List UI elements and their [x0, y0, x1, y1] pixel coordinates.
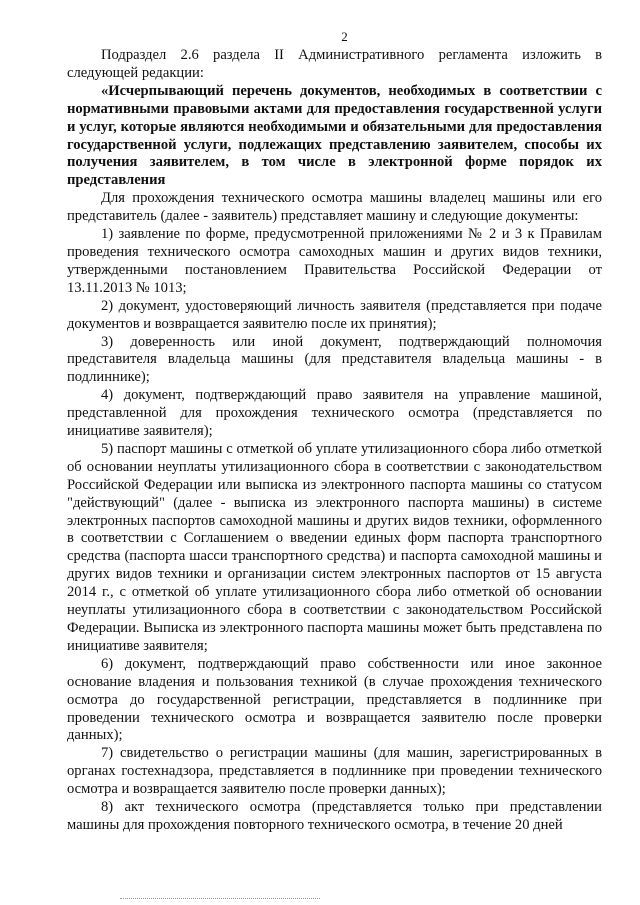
section-heading: «Исчерпывающий перечень документов, необходимых в соответствии с нормативными правовыми актами для предоставления государственной услуги и услуг, которые являются необходимыми и обязательными для предоставления государственной услуги, подлежащих представлению заявителем, способы их получения заявителем, в том числе в электронной форме порядок их представления — [67, 82, 602, 189]
list-item: 2) документ, удостоверяющий личность заявителя (представляется при подаче документов и возвращается заявителю после их принятия); — [67, 297, 602, 332]
lead-paragraph: Для прохождения технического осмотра машины владелец машины или его представитель (далее - заявитель) представляет машину и следующие документы: — [67, 190, 602, 225]
intro-paragraph: Подраздел 2.6 раздела II Административного регламента изложить в следующей редакции: — [67, 47, 602, 81]
list-item: 3) доверенность или иной документ, подтверждающий полномочия представителя владельца машины (для представителя владельца машины - в подлиннике); — [67, 333, 602, 386]
list-item: 5) паспорт машины с отметкой об уплате утилизационного сбора либо отметкой об основании неуплаты утилизационного сбора в соответствии с законодательством Российской Федерации или выписка из электронного паспорта машины со статусом "действующий" (далее - выписка из электронного паспорта машины) в системе электронных паспортов самоходной машины и других видов техники, оформленного в соответствии с Соглашением о введении единых форм паспорта транспортного средства (паспорта шасси транспортного средства) и паспорта самоходной машины и других видов техники и организации систем электронных паспортов от 15 августа 2014 г., с отметкой об уплате утилизационного сбора либо отметкой об основании неуплаты утилизационного сбора в соответствии с законодательством Российской Федерации. Выписка из электронного паспорта машины может быть представлена по инициативе заявителя; — [67, 440, 602, 654]
page-number: 2 — [341, 29, 348, 44]
footer-divider — [120, 898, 320, 899]
list-item: 8) акт технического осмотра (представляется только при представлении машины для прохождения повторного технического осмотра, в течение 20 дней — [67, 799, 602, 833]
list-item: 7) свидетельство о регистрации машины (для машин, зарегистрированных в органах гостехнадзора, представляется в подлиннике при проведении технического осмотра и возвращается заявителю после проверки данных); — [67, 745, 602, 798]
list-item: 1) заявление по форме, предусмотренной приложениями № 2 и 3 к Правилам проведения технического осмотра самоходных машин и других видов техники, утвержденными постановлением Правительства Российской Федерации от 13.11.2013 № 1013; — [67, 226, 602, 296]
list-item: 6) документ, подтверждающий право собственности или иное законное основание владения и пользования техникой (в случае прохождения технического осмотра до государственной регистрации, представляется в подлиннике при проведении технического осмотра и возвращается заявителю после проверки данных); — [67, 655, 602, 744]
list-item: 4) документ, подтверждающий право заявителя на управление машиной, представленной для прохождения технического осмотра (представляется по инициативе заявителя); — [67, 387, 602, 440]
